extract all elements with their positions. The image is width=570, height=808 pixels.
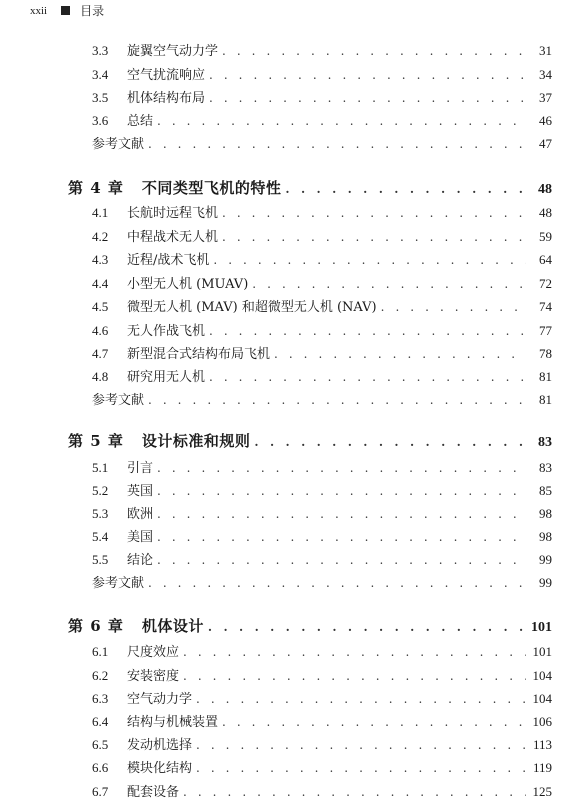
section-title: 发动机选择	[127, 738, 193, 753]
toc-references-entry	[92, 389, 552, 408]
toc-references-entry	[92, 572, 552, 591]
chapter-label: 第 4 章	[68, 179, 124, 197]
section-number: 4.6	[92, 323, 109, 338]
section-number: 6.6	[92, 760, 109, 775]
dot-leader	[196, 761, 526, 775]
toc-section-entry	[92, 457, 552, 476]
toc-section-entry	[92, 226, 552, 245]
dot-leader	[208, 620, 526, 634]
page-number: 47	[539, 136, 552, 151]
section-title: 无人作战飞机	[127, 324, 206, 339]
section-title: 小型无人机 (MUAV)	[127, 277, 249, 292]
section-number: 3.6	[92, 113, 109, 128]
section-number: 4.1	[92, 205, 109, 220]
section-title: 研究用无人机	[127, 370, 206, 385]
section-number: 4.4	[92, 276, 109, 291]
toc-section-entry	[92, 273, 552, 292]
page-number: 119	[532, 760, 552, 775]
dot-leader	[209, 324, 526, 338]
chapter-title: 不同类型飞机的特性	[141, 179, 282, 197]
page-number: 46	[539, 113, 552, 128]
dot-leader	[222, 715, 526, 729]
dot-leader	[157, 530, 526, 544]
toc-chapter-entry	[68, 177, 552, 198]
toc-section-entry	[92, 757, 552, 776]
toc-section-entry	[92, 526, 552, 545]
page-number: 113	[532, 737, 552, 752]
dot-leader	[148, 576, 526, 590]
page-number: 106	[532, 714, 552, 729]
dot-leader	[148, 393, 526, 407]
toc-section-entry	[92, 343, 552, 362]
section-number: 6.1	[92, 644, 109, 659]
toc-chapter-entry	[68, 615, 552, 636]
toc-section-entry	[92, 734, 552, 753]
chapter-label: 第 6 章	[68, 617, 124, 635]
section-number: 5.1	[92, 460, 109, 475]
page-number: 64	[539, 252, 552, 267]
section-number: 6.3	[92, 691, 109, 706]
toc-section-entry	[92, 320, 552, 339]
section-title: 空气动力学	[127, 692, 193, 707]
section-title: 配套设备	[127, 785, 180, 800]
dot-leader	[157, 461, 526, 475]
toc-section-entry	[92, 366, 552, 385]
section-title: 安装密度	[127, 669, 180, 684]
toc-section-entry	[92, 665, 552, 684]
page-number: 83	[539, 460, 552, 475]
toc-references-entry	[92, 133, 552, 152]
dot-leader	[222, 230, 526, 244]
section-number: 4.7	[92, 346, 109, 361]
dot-leader	[222, 206, 526, 220]
section-number: 4.5	[92, 299, 109, 314]
toc-section-entry	[92, 296, 552, 315]
dot-leader	[183, 645, 526, 659]
toc-section-entry	[92, 711, 552, 730]
section-number: 5.2	[92, 483, 109, 498]
page-number: 81	[539, 369, 552, 384]
page-number: 101	[531, 620, 552, 635]
section-title: 近程/战术飞机	[127, 253, 210, 268]
section-number: 5.5	[92, 552, 109, 567]
section-number: 6.7	[92, 784, 109, 799]
page-number: 77	[539, 323, 552, 338]
section-title: 引言	[127, 461, 154, 476]
section-title: 结论	[127, 553, 154, 568]
references-title: 参考文献	[92, 393, 145, 408]
section-title: 微型无人机 (MAV) 和超微型无人机 (NAV)	[127, 300, 377, 315]
page-number: 72	[539, 276, 552, 291]
dot-leader	[157, 114, 526, 128]
toc-section-entry	[92, 781, 552, 800]
toc-chapter-entry	[68, 430, 552, 451]
section-title: 中程战术无人机	[127, 230, 219, 245]
toc-section-entry	[92, 64, 552, 83]
chapter-label: 第 5 章	[68, 432, 124, 450]
dot-leader	[209, 68, 526, 82]
page-number: 98	[539, 529, 552, 544]
dot-leader	[285, 182, 526, 196]
dot-leader	[252, 277, 526, 291]
page-number: 83	[538, 435, 552, 450]
dot-leader	[274, 347, 526, 361]
dot-leader	[196, 738, 526, 752]
references-title: 参考文献	[92, 576, 145, 591]
page-number: 125	[532, 784, 552, 799]
toc-section-entry	[92, 202, 552, 221]
toc-section-entry	[92, 480, 552, 499]
section-title: 空气扰流响应	[127, 68, 206, 83]
section-number: 3.3	[92, 43, 109, 58]
dot-leader	[183, 785, 526, 799]
section-number: 3.5	[92, 90, 109, 105]
toc-section-entry	[92, 641, 552, 660]
dot-leader	[157, 553, 526, 567]
page-number: 99	[539, 575, 552, 590]
section-title: 尺度效应	[127, 645, 180, 660]
page-number: 34	[539, 67, 552, 82]
toc-section-entry	[92, 87, 552, 106]
references-title: 参考文献	[92, 137, 145, 152]
section-title: 总结	[127, 114, 154, 129]
dot-leader	[157, 507, 526, 521]
section-title: 旋翼空气动力学	[127, 44, 219, 59]
chapter-title: 机体设计	[141, 617, 204, 635]
page-number: 31	[539, 43, 552, 58]
section-title: 长航时远程飞机	[127, 206, 219, 221]
page-number: 104	[532, 691, 552, 706]
section-number: 5.4	[92, 529, 109, 544]
toc-section-entry	[92, 688, 552, 707]
section-number: 3.4	[92, 67, 109, 82]
square-icon	[61, 6, 70, 15]
page-number: 81	[539, 392, 552, 407]
section-number: 6.2	[92, 668, 109, 683]
page-number: 37	[539, 90, 552, 105]
section-title: 英国	[127, 484, 154, 499]
dot-leader	[196, 692, 526, 706]
toc-section-entry	[92, 549, 552, 568]
toc-section-entry	[92, 110, 552, 129]
page-number: 48	[538, 182, 552, 197]
dot-leader	[209, 91, 526, 105]
dot-leader	[148, 137, 526, 151]
page-number: 48	[539, 205, 552, 220]
section-number: 6.4	[92, 714, 109, 729]
section-number: 4.8	[92, 369, 109, 384]
section-number: 5.3	[92, 506, 109, 521]
section-title: 新型混合式结构布局飞机	[127, 347, 271, 362]
toc-section-entry	[92, 40, 552, 59]
page-number: 101	[532, 644, 552, 659]
dot-leader	[183, 669, 526, 683]
chapter-title: 设计标准和规则	[141, 432, 251, 450]
section-number: 6.5	[92, 737, 109, 752]
section-title: 欧洲	[127, 507, 154, 522]
page-number: 98	[539, 506, 552, 521]
dot-leader	[157, 484, 526, 498]
dot-leader	[222, 44, 526, 58]
section-title: 模块化结构	[127, 761, 193, 776]
running-header	[30, 2, 104, 19]
page-number: 78	[539, 346, 552, 361]
header-title: 目录	[80, 4, 105, 18]
page-number: 99	[539, 552, 552, 567]
toc-section-entry	[92, 249, 552, 268]
dot-leader	[213, 253, 526, 267]
page-number: 59	[539, 229, 552, 244]
toc-section-entry	[92, 503, 552, 522]
section-number: 4.2	[92, 229, 109, 244]
section-number: 4.3	[92, 252, 109, 267]
section-title: 美国	[127, 530, 154, 545]
page-number: 85	[539, 483, 552, 498]
page-number: 74	[539, 299, 552, 314]
dot-leader	[254, 435, 526, 449]
page-number: 104	[532, 668, 552, 683]
dot-leader	[381, 300, 526, 314]
header-page-number: xxii	[30, 4, 48, 17]
section-title: 机体结构布局	[127, 91, 206, 106]
dot-leader	[209, 370, 526, 384]
section-title: 结构与机械装置	[127, 715, 219, 730]
